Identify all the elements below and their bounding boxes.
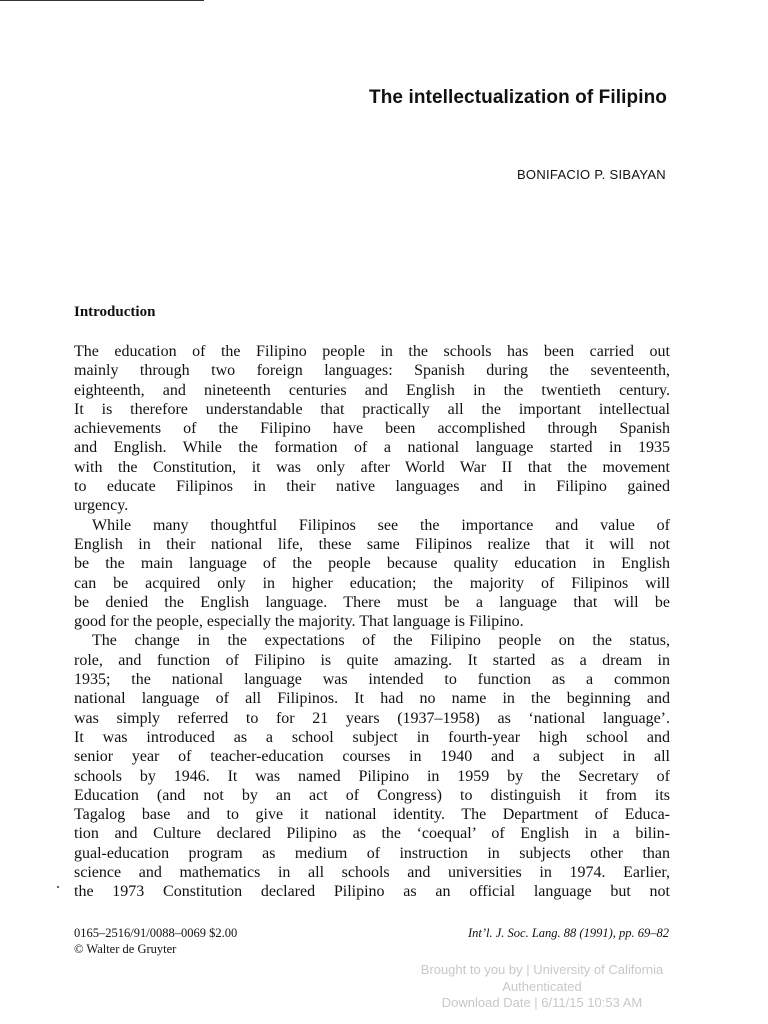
- body-line: Education (and not by an act of Congress) to distinguish it from its: [74, 786, 670, 804]
- body-line: and English. While the formation of a national language started in 1935: [74, 439, 670, 457]
- author-name: BONIFACIO P. SIBAYAN: [516, 167, 666, 182]
- body-line: to educate Filipinos in their native languages and in Filipino gained: [74, 478, 670, 496]
- article-title: The intellectualization of Filipino: [369, 87, 667, 108]
- body-line: Tagalog base and to give it national identity. The Department of Educa-: [74, 806, 670, 824]
- body-line: the 1973 Constitution declared Pilipino as an official language but not: [74, 883, 670, 901]
- body-line: gual-education program as medium of instruction in subjects other than: [74, 844, 670, 862]
- footer-left: [74, 925, 237, 957]
- watermark-line: Download Date | 6/11/15 10:53 AM: [441, 995, 643, 1010]
- body-line: good for the people, especially the majority. That language is Filipino.: [74, 613, 524, 631]
- body-line: senior year of teacher-education courses in 1940 and a subject in all: [74, 748, 670, 766]
- body-line: schools by 1946. It was named Pilipino in 1959 by the Secretary of: [74, 767, 670, 785]
- stray-mark: [57, 886, 59, 888]
- body-text: [74, 342, 670, 902]
- body-line: be denied the English language. There must be a language that will be: [74, 593, 670, 611]
- top-rule: [0, 0, 204, 1]
- body-line: English in their national life, these same Filipinos realize that it will not: [74, 535, 670, 553]
- body-line: mainly through two foreign languages: Spanish during the seventeenth,: [74, 362, 670, 380]
- watermark-line: Authenticated: [502, 978, 582, 994]
- body-line: It was introduced as a school subject in fourth-year high school and: [74, 728, 670, 746]
- body-line: urgency.: [74, 497, 129, 515]
- body-line: science and mathematics in all schools and universities in 1974. Earlier,: [74, 864, 670, 882]
- section-heading: Introduction: [74, 304, 156, 320]
- body-line: can be acquired only in higher education; the majority of Filipinos will: [74, 574, 670, 592]
- publisher-credit: © Walter de Gruyter: [74, 942, 177, 956]
- body-line: tion and Culture declared Pilipino as the ‘coequal’ of English in a bilin-: [74, 825, 670, 843]
- body-line: was simply referred to for 21 years (1937–1958) as ‘national language’.: [74, 709, 670, 727]
- body-line: national language of all Filipinos. It had no name in the beginning and: [74, 690, 670, 708]
- body-line: It is therefore understandable that practically all the important intellectual: [74, 400, 670, 418]
- body-line: The education of the Filipino people in the schools has been carried out: [74, 343, 670, 360]
- download-watermark: [372, 962, 712, 1012]
- body-line: role, and function of Filipino is quite amazing. It started as a dream in: [74, 651, 670, 669]
- watermark-line: Brought to you by | University of California: [420, 962, 664, 977]
- body-line: achievements of the Filipino have been accomplished through Spanish: [74, 420, 670, 438]
- body-line: eighteenth, and nineteenth centuries and English in the twentieth century.: [74, 381, 670, 399]
- journal-citation: Int’l. J. Soc. Lang. 88 (1991), pp. 69–82: [467, 926, 669, 940]
- body-line: The change in the expectations of the Filipino people on the status,: [92, 632, 670, 650]
- body-line: be the main language of the people because quality education in English: [74, 555, 670, 573]
- body-line: with the Constitution, it was only after World War II that the movement: [74, 458, 670, 476]
- issn-code: 0165–2516/91/0088–0069 $2.00: [74, 926, 238, 940]
- body-line: While many thoughtful Filipinos see the importance and value of: [92, 516, 670, 534]
- body-line: 1935; the national language was intended to function as a common: [74, 671, 670, 689]
